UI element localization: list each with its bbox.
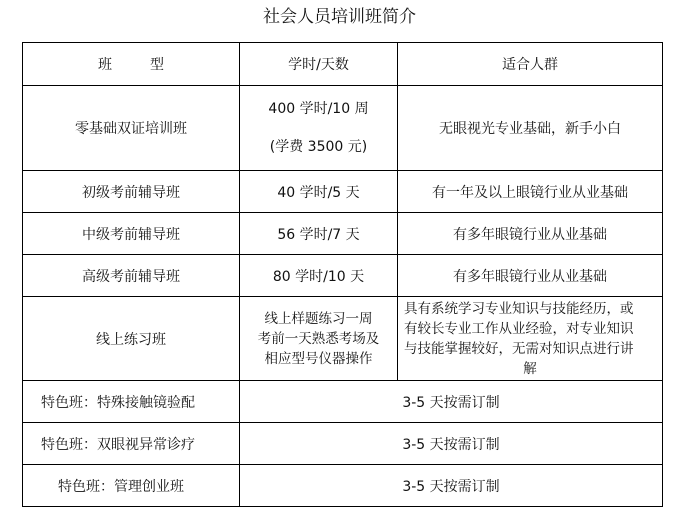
table-row <box>23 381 663 423</box>
table-row <box>23 465 663 507</box>
table-row <box>23 255 663 297</box>
header-hours: 学时/天数 <box>240 43 398 86</box>
class-name: 初级考前辅导班 <box>23 171 240 213</box>
header-audience: 适合人群 <box>398 43 663 86</box>
hours-line: 考前一天熟悉考场及 <box>257 330 380 347</box>
audience-line: 解 <box>523 360 537 377</box>
header-class-type-part2: 型 <box>150 57 164 73</box>
audience-line: 具有系统学习专业知识与技能经历，或 <box>404 300 634 317</box>
table-row <box>23 171 663 213</box>
header-class-type <box>23 43 240 86</box>
class-audience: 有一年及以上眼镜行业从业基础 <box>398 171 663 213</box>
class-hours: 56 学时/7 天 <box>240 213 398 255</box>
table-row <box>23 213 663 255</box>
class-name: 特色班：双眼视异常诊疗 <box>23 423 240 465</box>
table-header-row <box>23 43 663 86</box>
class-name: 零基础双证培训班 <box>23 86 240 171</box>
table-row <box>23 297 663 381</box>
class-name: 中级考前辅导班 <box>23 213 240 255</box>
header-class-type-part1: 班 <box>98 57 112 73</box>
class-name: 线上练习班 <box>23 297 240 381</box>
audience-line: 有较长专业工作从业经验，对专业知识 <box>404 320 634 337</box>
table-row <box>23 86 663 171</box>
tuition-line: (学费 3500 元) <box>269 139 368 155</box>
class-audience: 有多年眼镜行业从业基础 <box>398 255 663 297</box>
class-hours <box>240 297 398 381</box>
hours-line: 400 学时/10 周 <box>268 101 369 117</box>
class-name: 高级考前辅导班 <box>23 255 240 297</box>
training-table <box>22 42 663 507</box>
hours-line: 相应型号仪器操作 <box>264 350 373 367</box>
class-audience <box>398 297 663 381</box>
document-title: 社会人员培训班简介 <box>263 7 416 27</box>
hours-line: 线上样题练习一周 <box>264 310 373 327</box>
table-row <box>23 423 663 465</box>
audience-line: 与技能掌握较好，无需对知识点进行讲 <box>404 340 634 357</box>
class-schedule: 3-5 天按需订制 <box>240 465 663 507</box>
class-hours: 80 学时/10 天 <box>240 255 398 297</box>
class-schedule: 3-5 天按需订制 <box>240 423 663 465</box>
class-hours: 40 学时/5 天 <box>240 171 398 213</box>
class-hours <box>240 86 398 171</box>
class-audience: 有多年眼镜行业从业基础 <box>398 213 663 255</box>
class-audience: 无眼视光专业基础，新手小白 <box>398 86 663 171</box>
class-schedule: 3-5 天按需订制 <box>240 381 663 423</box>
class-name: 特色班：管理创业班 <box>23 465 240 507</box>
class-name: 特色班：特殊接触镜验配 <box>23 381 240 423</box>
